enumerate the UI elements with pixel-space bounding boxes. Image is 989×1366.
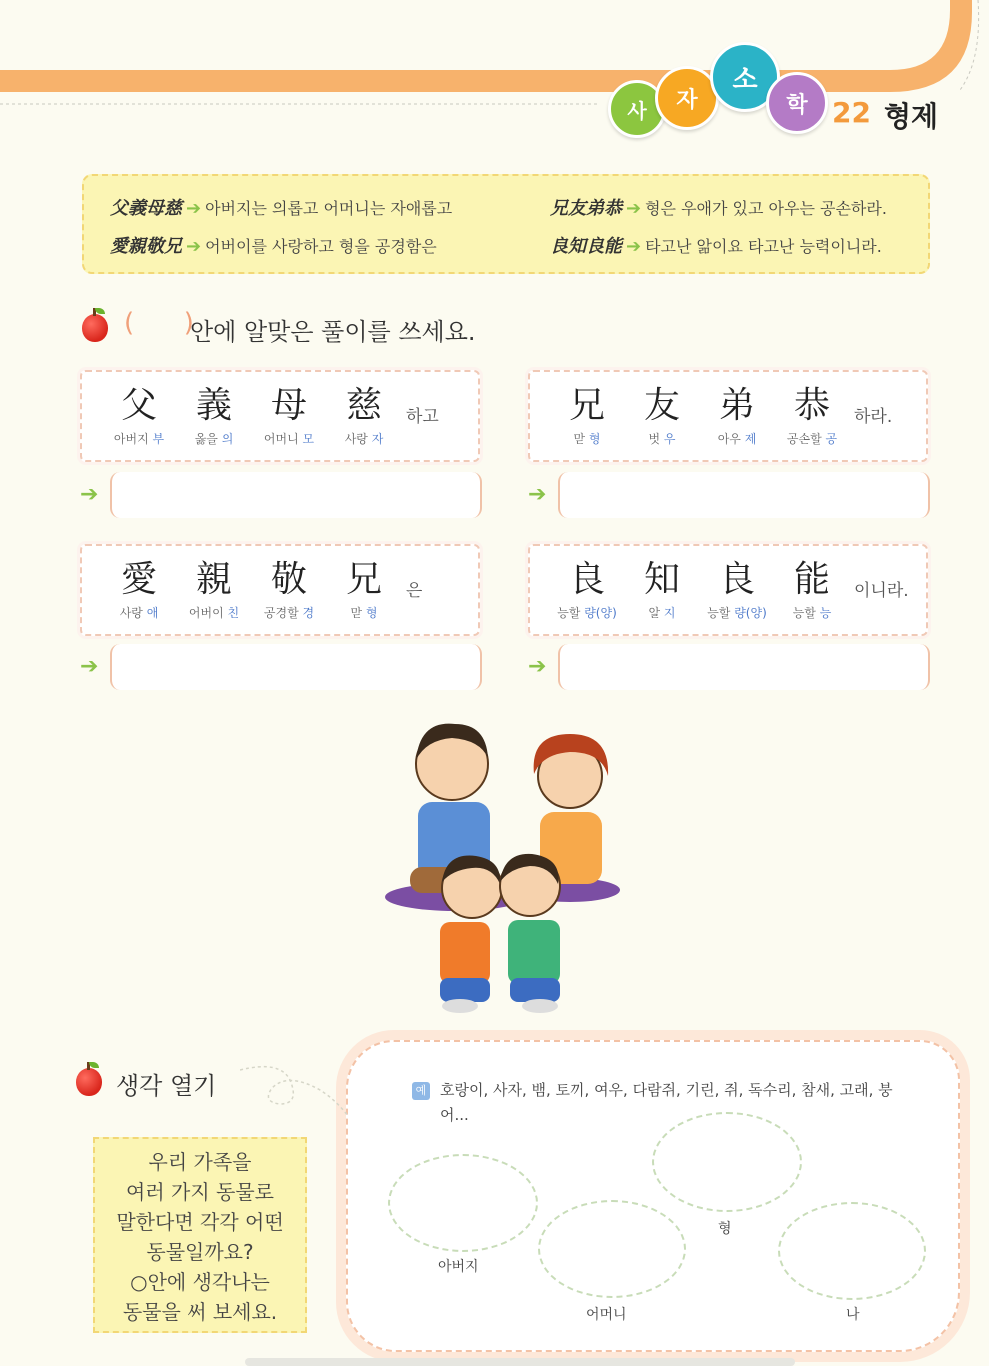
hanja-unit — [702, 384, 772, 447]
summary-hanja: 愛親敬兄 — [110, 236, 182, 257]
brother-animal-bubble[interactable] — [652, 1112, 802, 1212]
summary-meaning: 어버이를 사랑하고 형을 공경함은 — [205, 237, 437, 256]
arrow-icon: ➔ — [626, 236, 642, 257]
hanja-unit — [254, 558, 324, 621]
hanja-char: 弟 — [718, 385, 755, 426]
hanja-card-2 — [528, 370, 928, 462]
hanja-gloss: 공경할 경 — [263, 606, 315, 620]
arrow-icon: ➔ — [528, 482, 547, 507]
hanja-unit — [627, 558, 697, 621]
hanja-gloss: 벗 우 — [648, 432, 676, 446]
lesson-number: 22 — [832, 96, 871, 129]
header-band — [0, 0, 989, 110]
hanja-char: 兄 — [345, 559, 382, 600]
hanja-char: 慈 — [345, 385, 382, 426]
hanja-gloss: 어머니 모 — [263, 432, 315, 446]
hanja-char: 知 — [643, 559, 680, 600]
page-shadow — [245, 1358, 795, 1366]
blank-parentheses: ( ) — [124, 308, 194, 338]
hanja-gloss: 능할 능 — [792, 606, 832, 620]
hanja-char: 愛 — [120, 559, 157, 600]
hanja-gloss: 사랑 자 — [344, 432, 384, 446]
hanja-unit — [552, 384, 622, 447]
thinking-heading-text: 생각 열기 — [116, 1072, 217, 1100]
hanja-unit — [179, 384, 249, 447]
question-line: 말한다면 각각 어떤 — [116, 1210, 284, 1234]
summary-hanja: 父義母慈 — [110, 198, 182, 219]
answer-input-4[interactable] — [558, 644, 930, 690]
family-illustration — [380, 712, 630, 1017]
hanja-suffix: 이니라. — [854, 581, 909, 601]
hanja-suffix: 하고 — [406, 407, 439, 427]
title-syllable-2: 자 — [655, 66, 719, 130]
hanja-unit — [179, 558, 249, 621]
title-syllable-4: 학 — [766, 72, 828, 134]
answer-input-3[interactable] — [110, 644, 482, 690]
question-line: 동물을 써 보세요. — [122, 1300, 278, 1324]
brother-label: 형 — [718, 1221, 732, 1237]
hanja-char: 友 — [643, 385, 680, 426]
answer-input-2[interactable] — [558, 472, 930, 518]
father-animal-bubble[interactable] — [388, 1154, 538, 1252]
hanja-char: 義 — [195, 385, 232, 426]
hanja-gloss: 능할 량(양) — [707, 606, 767, 620]
hanja-gloss: 옳을 의 — [194, 432, 234, 446]
hanja-unit — [777, 558, 847, 621]
summary-row-2 — [110, 232, 882, 258]
hanja-gloss: 맏 형 — [573, 432, 601, 446]
answer-row-3 — [80, 644, 480, 692]
example-tag: 예 — [412, 1082, 430, 1100]
hanja-unit — [104, 558, 174, 621]
summary-box — [82, 174, 930, 274]
hanja-char: 能 — [793, 559, 830, 600]
question-line: 여러 가지 동물로 — [126, 1180, 274, 1204]
apple-icon — [82, 314, 108, 342]
summary-hanja: 兄友弟恭 — [550, 198, 622, 219]
example-text: 호랑이, 사자, 뱀, 토끼, 여우, 다람쥐, 기린, 쥐, 독수리, 참새, 고래, 붕어... — [440, 1081, 893, 1124]
me-animal-bubble[interactable] — [778, 1202, 926, 1300]
hanja-gloss: 사랑 애 — [119, 606, 159, 620]
hanja-char: 父 — [120, 385, 157, 426]
question-line: 우리 가족을 — [148, 1150, 252, 1174]
hanja-suffix: 은 — [406, 581, 423, 601]
question-box — [93, 1137, 307, 1333]
hanja-char: 母 — [270, 385, 307, 426]
answer-row-1 — [80, 472, 480, 520]
summary-meaning: 형은 우애가 있고 아우는 공손하라. — [645, 199, 887, 218]
arrow-icon: ➔ — [80, 482, 99, 507]
hanja-char: 親 — [195, 559, 232, 600]
hanja-unit — [329, 558, 399, 621]
connector-swirl — [240, 1060, 350, 1120]
answer-row-4 — [528, 644, 928, 692]
hanja-char: 恭 — [793, 385, 830, 426]
hanja-unit — [552, 558, 622, 621]
summary-meaning: 아버지는 의롭고 어머니는 자애롭고 — [205, 199, 453, 218]
hanja-unit — [254, 384, 324, 447]
father-label: 아버지 — [438, 1259, 479, 1275]
hanja-unit — [329, 384, 399, 447]
lesson-title: 형제 — [884, 100, 939, 133]
hanja-gloss: 맏 형 — [350, 606, 378, 620]
answer-input-1[interactable] — [110, 472, 482, 518]
hanja-unit — [702, 558, 772, 621]
summary-meaning: 타고난 앎이요 타고난 능력이니라. — [645, 237, 882, 256]
title-syllable-3: 소 — [710, 42, 780, 112]
arrow-icon: ➔ — [186, 198, 202, 219]
hanja-gloss: 능할 량(양) — [557, 606, 617, 620]
hanja-gloss: 알 지 — [648, 606, 676, 620]
mother-label: 어머니 — [586, 1307, 627, 1323]
hanja-char: 敬 — [270, 559, 307, 600]
apple-icon — [76, 1068, 102, 1096]
hanja-unit — [104, 384, 174, 447]
animal-panel — [346, 1040, 960, 1352]
title-syllable-1: 사 — [608, 80, 666, 138]
arrow-icon: ➔ — [626, 198, 642, 219]
hanja-card-4 — [528, 544, 928, 636]
question-line: ○안에 생각나는 — [130, 1270, 270, 1294]
instruction-text: 안에 알맞은 풀이를 쓰세요. — [190, 318, 476, 346]
summary-row-1 — [110, 194, 887, 220]
summary-hanja: 良知良能 — [550, 236, 622, 257]
hanja-gloss: 어버이 친 — [188, 606, 240, 620]
hanja-gloss: 아버지 부 — [113, 432, 165, 446]
arrow-icon: ➔ — [80, 654, 99, 679]
hanja-char: 良 — [718, 559, 755, 600]
hanja-gloss: 공손할 공 — [786, 432, 838, 446]
question-line: 동물일까요? — [146, 1240, 254, 1264]
hanja-card-1 — [80, 370, 480, 462]
hanja-gloss: 아우 제 — [717, 432, 757, 446]
hanja-unit — [627, 384, 697, 447]
hanja-char: 兄 — [568, 385, 605, 426]
hanja-card-3 — [80, 544, 480, 636]
hanja-suffix: 하라. — [854, 407, 893, 427]
arrow-icon: ➔ — [528, 654, 547, 679]
hanja-unit — [777, 384, 847, 447]
me-label: 나 — [846, 1307, 860, 1323]
hanja-char: 良 — [568, 559, 605, 600]
answer-row-2 — [528, 472, 928, 520]
arrow-icon: ➔ — [186, 236, 202, 257]
mother-animal-bubble[interactable] — [538, 1200, 686, 1298]
